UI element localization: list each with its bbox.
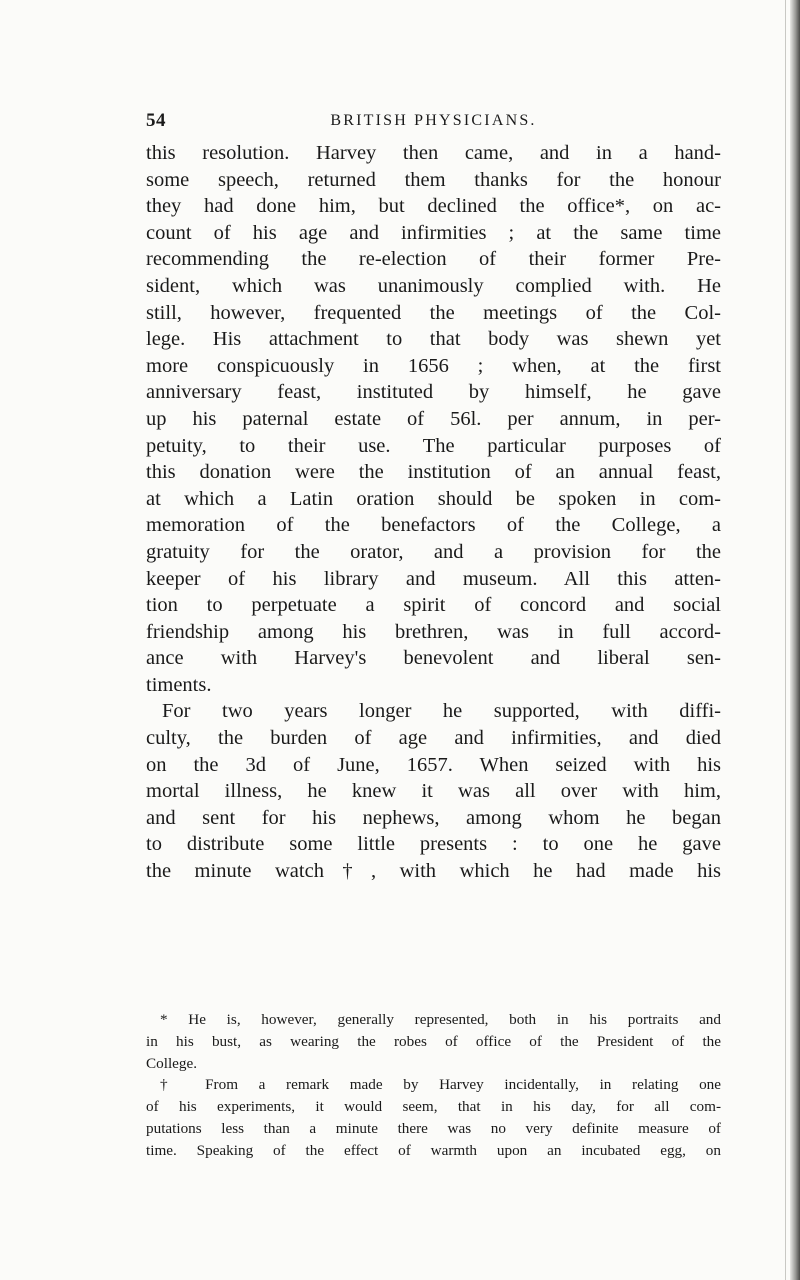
- text-line: on the 3d of June, 1657. When seized with his: [146, 753, 721, 776]
- footnote-line: * He is, however, generally represented, both in his portraits and: [160, 1011, 721, 1028]
- text-line: to distribute some little presents : to one he gave: [146, 833, 721, 856]
- text-line: keeper of his library and museum. All this atten-: [146, 567, 721, 590]
- paragraph-end-line: timents.: [146, 673, 212, 696]
- text-line: lege. His attachment to that body was shewn yet: [146, 328, 721, 351]
- text-line: culty, the burden of age and infirmities, and died: [146, 727, 721, 750]
- paragraph-start-line: For two years longer he supported, with diffi-: [162, 700, 721, 723]
- footnote-line: College.: [146, 1054, 198, 1072]
- running-head: BRITISH PHYSICIANS.: [330, 112, 537, 129]
- footnote-line: † From a remark made by Harvey incidentally, in relating one: [160, 1076, 721, 1094]
- footnote-line: putations less than a minute there was no very definite measure of: [146, 1119, 721, 1137]
- page-number: 54: [146, 110, 166, 131]
- text-line: and sent for his nephews, among whom he began: [146, 806, 721, 829]
- footnote-line: of his experiments, it would seem, that in his day, for all com-: [146, 1098, 721, 1116]
- text-line: this donation were the institution of an annual feast,: [146, 461, 721, 484]
- text-line: ance with Harvey's benevolent and liberal sen-: [146, 647, 721, 670]
- text-line: gratuity for the orator, and a provision for the: [146, 540, 721, 563]
- text-line: anniversary feast, instituted by himself, he gave: [146, 381, 721, 404]
- text-line: memoration of the benefactors of the College, a: [146, 514, 721, 537]
- text-line: more conspicuously in 1656 ; when, at the first: [146, 354, 721, 377]
- footnote-line: time. Speaking of the effect of warmth upon an incubated egg, on: [146, 1141, 721, 1159]
- footnotes: [146, 1009, 721, 1162]
- text-line: recommending the re-election of their former Pre-: [146, 248, 721, 271]
- text-line: petuity, to their use. The particular purposes of: [146, 434, 721, 457]
- text-line: up his paternal estate of 56l. per annum, in per-: [146, 407, 721, 430]
- page-edge-line: [785, 0, 786, 1280]
- text-line: this resolution. Harvey then came, and in a hand-: [146, 142, 721, 164]
- page-header: [146, 110, 721, 136]
- text-line: some speech, returned them thanks for the honour: [146, 168, 721, 191]
- footnote-line: in his bust, as wearing the robes of office of the President of the: [146, 1032, 721, 1050]
- text-line: tion to perpetuate a spirit of concord and social: [146, 594, 721, 617]
- text-line: sident, which was unanimously complied with. He: [146, 274, 721, 297]
- text-line: friendship among his brethren, was in full accord-: [146, 620, 721, 643]
- text-line: mortal illness, he knew it was all over with him,: [146, 780, 721, 803]
- text-line: at which a Latin oration should be spoken in com-: [146, 487, 721, 510]
- text-line: they had done him, but declined the office*, on ac-: [146, 195, 721, 218]
- text-line: count of his age and infirmities ; at the same time: [146, 221, 721, 244]
- text-line: still, however, frequented the meetings of the Col-: [146, 301, 721, 324]
- text-line: the minute watch†, with which he had made his: [146, 860, 721, 883]
- body-text: [146, 140, 721, 885]
- page-edge-shadow: [790, 0, 800, 1280]
